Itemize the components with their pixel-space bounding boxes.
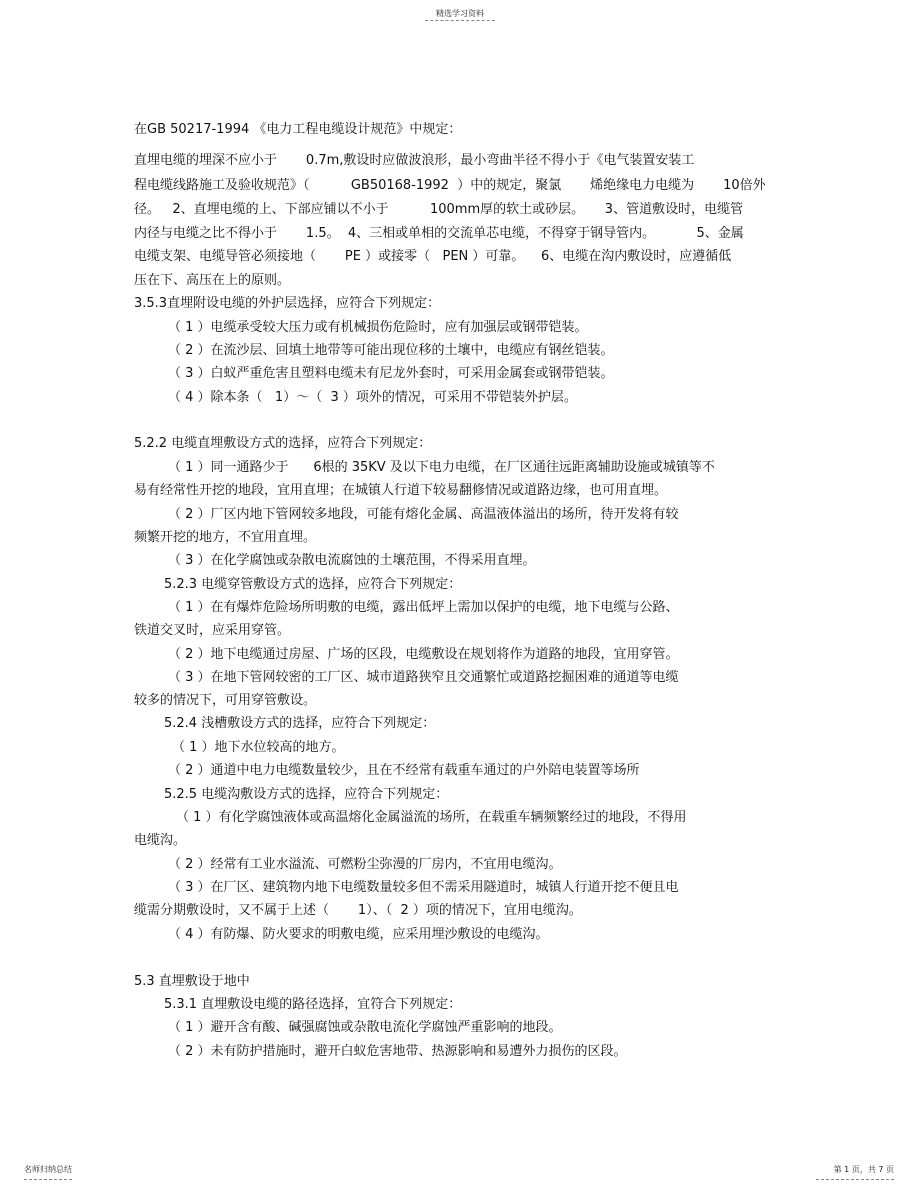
section-title-524: 5.2.4 浅槽敷设方式的选择，应符合下列规定： [164, 716, 436, 731]
list-item: （ 1 ）电缆承受较大压力或有机械损伤危险时，应有加强层或钢带铠装。 [168, 320, 588, 335]
list-item: （ 2 ）通道中电力电缆数量较少，且在不经常有载重车通过的户外陪电装置等场所 [168, 763, 640, 778]
list-item: （ 2 ）未有防护措施时，避开白蚁危害地带、热源影响和易遭外力损伤的区段。 [168, 1044, 627, 1059]
section-subtitle-531: 5.3.1 直埋敷设电缆的路径选择，宜符合下列规定： [164, 997, 462, 1012]
section-title-353: 3.5.3直埋附设电缆的外护层选择，应符合下列规定： [134, 296, 441, 311]
list-item: （ 3 ）在厂区、建筑物内地下电缆数量较多但不需采用隧道时，城镇人行道开挖不便且电 [168, 880, 679, 895]
section-title-522: 5.2.2 电缆直埋敷设方式的选择，应符合下列规定： [134, 436, 432, 451]
list-item: （ 2 ）经常有工业水溢流、可燃粉尘弥漫的厂房内，不宜用电缆沟。 [168, 857, 562, 872]
section-title-523: 5.2.3 电缆穿管敷设方式的选择，应符合下列规定： [164, 577, 462, 592]
list-item: （ 1 ）避开含有酸、碱强腐蚀或杂散电流化学腐蚀严重影响的地段。 [168, 1020, 562, 1035]
footer-right-divider [816, 1179, 894, 1180]
list-item-continued: 易有经常性开挖的地段，宜用直埋；在城镇人行道下较易翻修情况或道路边缘，也可用直埋。 [134, 483, 668, 498]
list-item: （ 3 ）白蚁严重危害且塑料电缆未有尼龙外套时，可采用金属套或钢带铠装。 [168, 366, 614, 381]
paragraph-line: 内径与电缆之比不得小于 1.5。 4、三相或单相的交流单芯电缆，不得穿于钢导管内。 5、金属 [134, 226, 744, 241]
list-item-continued: 较多的情况下，可用穿管敷设。 [134, 693, 317, 708]
paragraph-line: 径。 2、直埋电缆的上、下部应铺以不小于 100mm厚的软土或砂层。 3、管道敷设时，电缆管 [134, 202, 744, 217]
list-item: （ 3 ）在地下管网较密的工厂区、城市道路狭窄且交通繁忙或道路挖掘困难的通道等电缆 [168, 670, 679, 685]
section-title-53: 5.3 直埋敷设于地中 [134, 974, 250, 989]
list-item: （ 2 ）厂区内地下管网较多地段，可能有熔化金属、高温液体溢出的场所，待开发将有较 [168, 507, 679, 522]
list-item-continued: 铁道交叉时，应采用穿管。 [134, 623, 291, 638]
list-item: （ 1 ）地下水位较高的地方。 [172, 740, 345, 755]
list-item: （ 1 ）有化学腐蚀液体或高温熔化金属溢流的场所，在载重车辆频繁经过的地段，不得用 [176, 810, 687, 825]
list-item-continued: 缆需分期敷设时，又不属于上述（ 1）、（ 2 ）项的情况下，宜用电缆沟。 [134, 903, 582, 918]
paragraph-line: 电缆支架、电缆导管必须接地（ PE ）或接零（ PEN ）可靠。 6、电缆在沟内敷设时，应遵循低 [134, 249, 732, 264]
list-item: （ 2 ）地下电缆通过房屋、广场的区段，电缆敷设在规划将作为道路的地段，宜用穿管。 [168, 647, 679, 662]
list-item-continued: 电缆沟。 [134, 833, 187, 848]
header-watermark-text: 精选学习资料 [436, 9, 484, 18]
list-item: （ 4 ）有防爆、防火要求的明敷电缆，应采用埋沙敷设的电缆沟。 [168, 927, 549, 942]
intro-line: 在GB 50217-1994 《电力工程电缆设计规范》中规定： [134, 122, 462, 137]
paragraph-line: 程电缆线路施工及验收规范》（ GB50168-1992 ）中的规定，聚氯 烯绝缘电力电缆为 10倍外 [134, 178, 766, 193]
list-item: （ 2 ）在流沙层、回填土地带等可能出现位移的土壤中，电缆应有钢丝铠装。 [168, 343, 614, 358]
list-item: （ 3 ）在化学腐蚀或杂散电流腐蚀的土壤范围，不得采用直埋。 [168, 553, 536, 568]
list-item: （ 1 ）在有爆炸危险场所明敷的电缆，露出低坪上需加以保护的电缆，地下电缆与公路、 [168, 600, 679, 615]
paragraph-line: 压在下、高压在上的原则。 [134, 273, 291, 288]
footer-left-divider [24, 1179, 72, 1180]
paragraph-line: 直埋电缆的埋深不应小于 0.7m,敷设时应做波浪形，最小弯曲半径不得小于《电气装置安装工 [134, 153, 695, 168]
list-item: （ 4 ）除本条（ 1）～（ 3 ）项外的情况，可采用不带铠装外护层。 [168, 390, 577, 405]
page-number: 第 1 页，共 7 页 [833, 1165, 894, 1174]
section-title-525: 5.2.5 电缆沟敷设方式的选择，应符合下列规定： [164, 787, 449, 802]
list-item: （ 1 ）同一通路少于 6根的 35KV 及以下电力电缆，在厂区通往远距离辅助设施或城镇等不 [168, 460, 715, 475]
list-item-continued: 频繁开挖的地方，不宜用直埋。 [134, 530, 317, 545]
header-divider [425, 20, 495, 21]
footer-left-text: 名师归纳总结 [24, 1165, 72, 1174]
